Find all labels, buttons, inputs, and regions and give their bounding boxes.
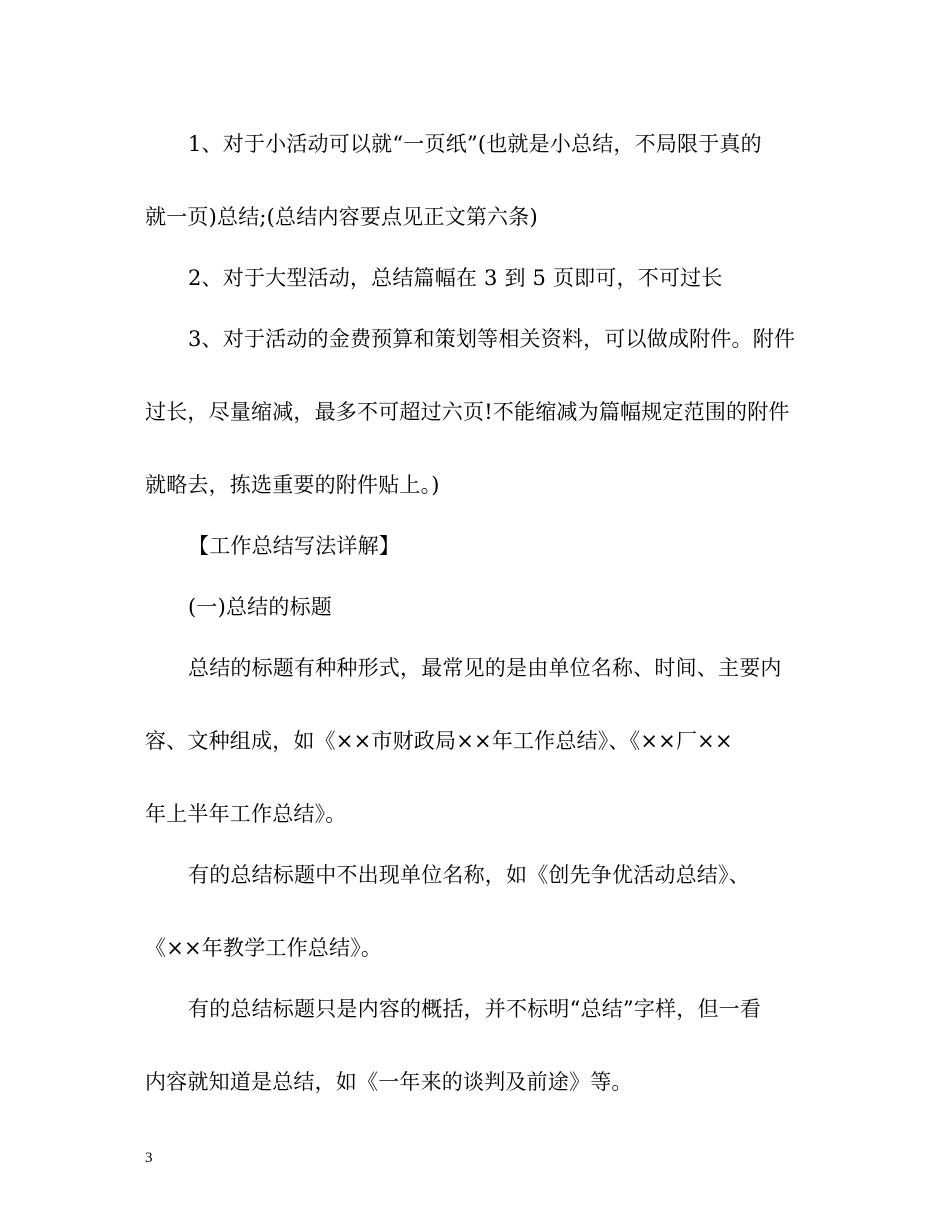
text-line: 容、文种组成，如《××市财政局××年工作总结》、《××厂×× [145, 729, 733, 753]
text-line: 有的总结标题中不出现单位名称，如《创先争优活动总结》、 [188, 863, 750, 887]
text-line: 过长，尽量缩减，最多不可超过六页!不能缩减为篇幅规定范围的附件 [145, 400, 790, 424]
text-line: 内容就知道是总结，如《一年来的谈判及前途》等。 [145, 1070, 633, 1094]
subsection-heading: (一)总结的标题 [188, 595, 332, 619]
text-line: 3、对于活动的金费预算和策划等相关资料，可以做成附件。附件 [188, 327, 796, 351]
text-line: 《××年教学工作总结》。 [145, 936, 383, 960]
text-line: 就一页)总结;(总结内容要点见正文第六条) [145, 205, 538, 229]
page-number: 3 [145, 1150, 153, 1166]
text-line: 年上半年工作总结》。 [145, 802, 347, 826]
text-line: 有的总结标题只是内容的概括，并不标明“总结”字样，但一看 [188, 997, 762, 1021]
text-line: 1、对于小活动可以就“一页纸”(也就是小总结，不局限于真的 [188, 132, 762, 156]
text-line: 总结的标题有种种形式，最常见的是由单位名称、时间、主要内 [188, 656, 782, 680]
text-line: 就略去，拣选重要的附件贴上。) [145, 473, 440, 497]
section-heading: 【工作总结写法详解】 [188, 534, 400, 558]
text-line: 2、对于大型活动，总结篇幅在 3 到 5 页即可，不可过长 [188, 266, 723, 290]
